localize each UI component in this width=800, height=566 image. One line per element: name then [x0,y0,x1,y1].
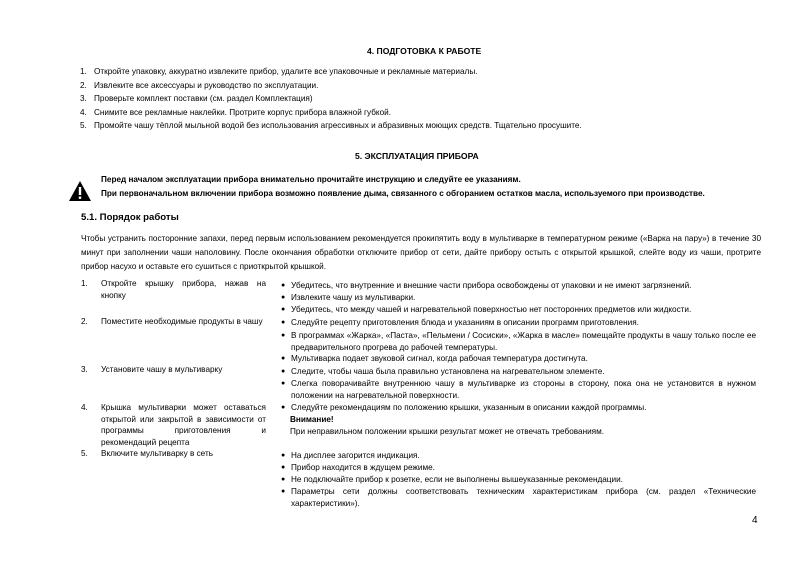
list-item: 5. Промойте чашу тёплой мыльной водой без использования агрессивных и абразивных моющих средств. Тщательно просушите. [80,121,582,131]
bullet-item: ● Убедитесь, что между чашей и нагревательной поверхностью нет посторонних предметов или жидкости. [281,305,692,314]
list-item: 1. Откройте упаковку, аккуратно извлеките прибор, удалите все упаковочные и рекламные материалы. [80,67,478,76]
bullet-item: ● Извлеките чашу из мультиварки. [281,293,416,302]
list-item: 3. Проверьте комплект поставки (см. раздел Комплектация) [80,94,313,104]
step-row: 4. Крышка мультиварки может оставаться открытой или закрытой в зависимости от программы приготовления и рекомендаций рецепта [81,403,266,447]
warning-line: Перед началом эксплуатации прибора внимательно прочитайте инструкцию и следуйте ее указаниям. [101,175,521,184]
warning-text [101,174,761,201]
bullet-item: ● Прибор находится в ждущем режиме. [281,463,435,472]
section-5-title: 5. ЭКСПЛУАТАЦИЯ ПРИБОРА [355,151,479,161]
attention-text: При неправильном положении крышки результат может не отвечать требованиям. [290,427,605,436]
bullet-item: ● В программах «Жарка», «Паста», «Пельмени / Сосиски», «Жарка в масле» помещайте продукты в чашу только после ее предварительного прогрева до рабочей температуры. [281,331,756,352]
bullet-item: ● Убедитесь, что внутренние и внешние части прибора освобождены от упаковки и не имеют загрязнений. [281,281,692,290]
bullet-item: ● Параметры сети должны соответствовать техническим характеристикам прибора (см. раздел «Технические характеристики»). [281,487,756,508]
bullet-item: ● Слегка поворачивайте внутреннюю чашу в мультиварке из стороны в сторону, пока она не установится в нужном положении на нагревательной поверхности. [281,379,756,400]
warning-icon [68,180,92,202]
intro-paragraph: Чтобы устранить посторонние запахи, перед первым использованием рекомендуется прокипятить воду в мультиварке в температурном режиме («Варка на пару») в течение 30 минут при заполнении чаши наполовину. После окончания обработки отключите прибор от сети, дайте прибору остыть с открытой крышкой, слейте воду из чаши, протрите прибор насухо и оставьте его сушиться с приоткрытой крышкой. [81,234,761,271]
bullet-item: ● На дисплее загорится индикация. [281,451,420,460]
section-4-list [80,66,760,134]
subsection-title: 5.1. Порядок работы [81,212,179,223]
list-item: 4. Снимите все рекламные наклейки. Протрите корпус прибора влажной губкой. [80,107,391,117]
bullet-item: ● Мультиварка подает звуковой сигнал, когда рабочая температура достигнута. [281,354,588,363]
bullet-item: ● Следуйте рекомендациям по положению крышки, указанным в описании каждой программы. [281,403,647,412]
bullet-item: ● Следите, чтобы чаша была правильно установлена на нагревательном элементе. [281,367,605,376]
bullet-item: ● Следуйте рецепту приготовления блюда и указаниям в описании программ приготовления. [281,318,639,327]
bullet-item: ● Не подключайте прибор к розетке, если не выполнены вышеуказанные рекомендации. [281,475,623,484]
page-number: 4 [752,515,758,526]
step-row: 1. Откройте крышку прибора, нажав на кнопку [81,279,266,300]
attention-label: Внимание! [290,415,334,424]
step-row: 5. Включите мультиварку в сеть [81,449,213,458]
step-row: 2. Поместите необходимые продукты в чашу [81,317,263,326]
section-4-title: 4. ПОДГОТОВКА К РАБОТЕ [367,46,482,56]
warning-line: При первоначальном включении прибора возможно появление дыма, связанного с обгоранием остатков масла, используемого при производстве. [101,188,705,198]
step-row: 3. Установите чашу в мультиварку [81,365,223,374]
list-item: 2. Извлеките все аксессуары и руководство по эксплуатации. [80,80,319,90]
